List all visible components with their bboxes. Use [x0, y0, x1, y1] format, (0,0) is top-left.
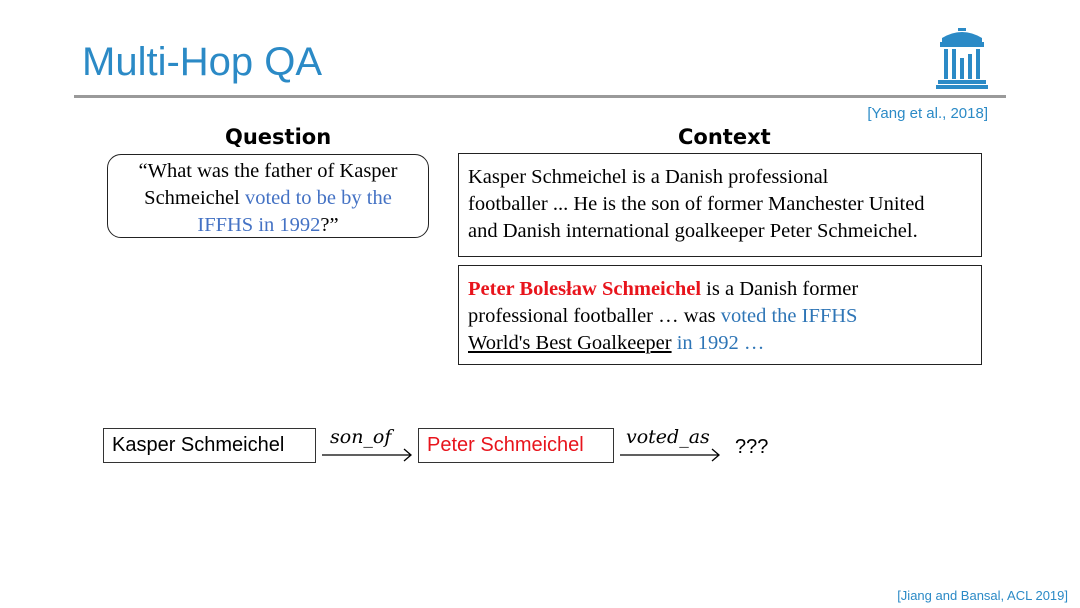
- question-highlight: IFFHS in 1992: [197, 214, 321, 236]
- context-line: [468, 303, 981, 330]
- context-heading: Context: [678, 125, 771, 149]
- unknown-answer: ???: [735, 436, 769, 458]
- chain-node-peter: Peter Schmeichel: [418, 428, 614, 463]
- entity-highlight: Peter Bolesław Schmeichel: [468, 278, 702, 300]
- context-line: [468, 330, 981, 357]
- context-underlined: World's Best Goalkeeper: [468, 332, 672, 354]
- context-highlight: voted the IFFHS: [720, 305, 858, 327]
- context-line: footballer ... He is the son of former Manchester United: [468, 193, 925, 215]
- arrow-right-icon: [620, 448, 722, 462]
- context-line: and Danish international goalkeeper Peter Schmeichel.: [468, 220, 918, 242]
- context-line: [468, 276, 981, 303]
- chain-node-kasper: Kasper Schmeichel: [103, 428, 316, 463]
- question-text: ?”: [320, 214, 339, 236]
- context-paragraph-2: [458, 265, 982, 365]
- question-text: Schmeichel: [144, 187, 245, 209]
- question-heading: Question: [225, 125, 332, 149]
- question-line-1: “What was the father of Kasper: [138, 160, 398, 182]
- citation-bottom: [Jiang and Bansal, ACL 2019]: [897, 588, 1068, 603]
- question-highlight: voted to be by the: [244, 187, 392, 209]
- question-box: [107, 154, 429, 238]
- relation-son-of: son_of: [330, 426, 392, 448]
- arrow-right-icon: [322, 448, 414, 462]
- context-text: professional footballer … was: [468, 305, 721, 327]
- question-line-2: [108, 185, 428, 212]
- context-text: is a Danish former: [701, 278, 859, 300]
- context-line: Kasper Schmeichel is a Danish professional: [468, 166, 829, 188]
- relation-voted-as: voted_as: [626, 426, 710, 448]
- university-building-icon: [936, 28, 988, 90]
- question-line-3: [108, 212, 428, 239]
- context-highlight: in 1992 …: [671, 332, 765, 354]
- citation-top: [Yang et al., 2018]: [867, 105, 988, 122]
- slide-title: Multi-Hop QA: [82, 40, 323, 84]
- title-divider: [74, 95, 1006, 98]
- context-paragraph-1: [458, 153, 982, 257]
